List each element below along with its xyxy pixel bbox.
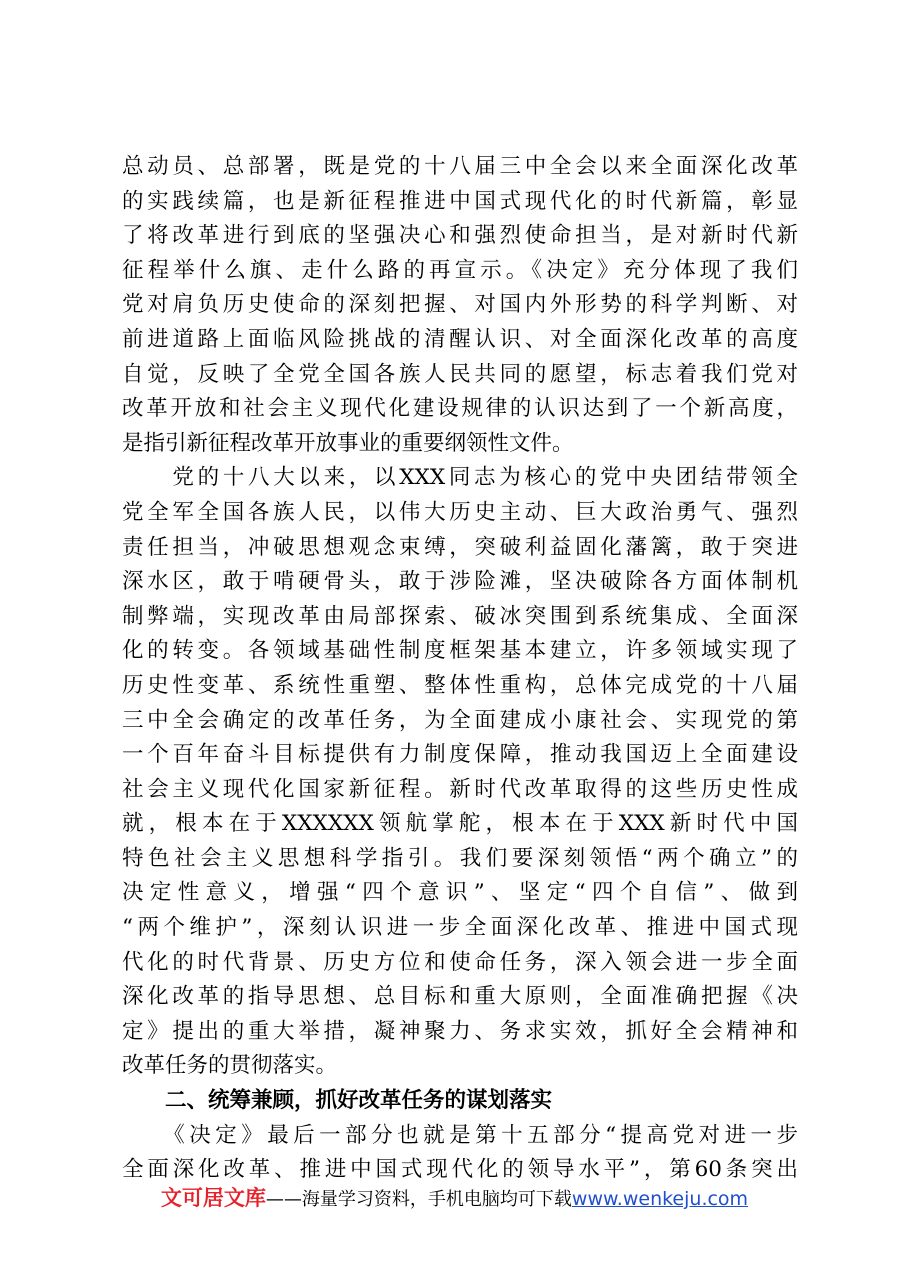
text-line: 社会主义现代化国家新征程。新时代改革取得的这些历史性成 <box>122 776 798 802</box>
text-line: “两个维护”，深刻认识进一步全面深化改革、推进中国式现 <box>122 915 798 941</box>
text-line: 代化的时代背景、历史方位和使命任务，深入领会进一步全面 <box>122 949 798 975</box>
text-line: 全面深化改革、推进中国式现代化的领导水平”，第60条突出 <box>122 1157 798 1183</box>
text-line: 三中全会确定的改革任务，为全面建成小康社会、实现党的第 <box>122 707 798 733</box>
text-line: 总动员、总部署，既是党的十八届三中全会以来全面深化改革 <box>122 154 798 179</box>
text-line: 历史性变革、系统性重塑、整体性重构，总体完成党的十八届 <box>122 672 798 698</box>
text-line: 深水区，敢于啃硬骨头，敢于涉险滩，坚决破除各方面体制机 <box>122 569 798 595</box>
text-line: 改革开放和社会主义现代化建设规律的认识达到了一个新高度， <box>122 396 798 422</box>
text-line: 前进道路上面临风险挑战的清醒认识、对全面深化改革的高度 <box>122 326 798 352</box>
footer-brand: 文可居文库 <box>160 1186 266 1210</box>
text-line: 是指引新征程改革开放事业的重要纲领性文件。 <box>122 430 574 456</box>
footer-site-link[interactable]: www.wenkeju.com <box>571 1188 749 1210</box>
text-line: 改革任务的贯彻落实。 <box>122 1053 338 1079</box>
section-heading: 二、统筹兼顾，抓好改革任务的谋划落实 <box>122 1088 553 1114</box>
text-line: 定》提出的重大举措，凝神聚力、务求实效，抓好全会精神和 <box>122 1018 798 1044</box>
text-line: 了将改革进行到底的坚强决心和强烈使命担当，是对新时代新 <box>122 223 798 249</box>
text-line: 征程举什么旗、走什么路的再宣示。《决定》充分体现了我们 <box>122 257 798 283</box>
text-line: 党全军全国各族人民，以伟大历史主动、巨大政治勇气、强烈 <box>122 499 798 525</box>
text-line: 制弊端，实现改革由局部探索、破冰突围到系统集成、全面深 <box>122 603 798 629</box>
text-line: 责任担当，冲破思想观念束缚，突破利益固化藩篱，敢于突进 <box>122 534 798 560</box>
text-line: 决定性意义，增强“四个意识”、坚定“四个自信”、做到 <box>122 880 798 906</box>
footer-banner <box>0 1182 909 1212</box>
text-line: 党对肩负历史使命的深刻把握、对国内外形势的科学判断、对 <box>122 292 798 318</box>
text-line: 特色社会主义思想科学指引。我们要深刻领悟“两个确立”的 <box>122 845 798 871</box>
text-line: 化的转变。各领域基础性制度框架基本建立，许多领域实现了 <box>122 638 798 664</box>
text-line: 的实践续篇，也是新征程推进中国式现代化的时代新篇，彰显 <box>122 188 798 214</box>
document-body <box>122 150 798 1188</box>
text-line: 就，根本在于XXXXXX领航掌舵，根本在于XXX新时代中国 <box>122 811 798 837</box>
text-line: 深化改革的指导思想、总目标和重大原则，全面准确把握《决 <box>122 984 798 1010</box>
text-line: 《决定》最后一部分也就是第十五部分“提高党对进一步 <box>122 1122 798 1148</box>
text-line: 一个百年奋斗目标提供有力制度保障，推动我国迈上全面建设 <box>122 742 798 768</box>
footer-tagline: ——海量学习资料，手机电脑均可下载 <box>265 1189 572 1210</box>
text-line: 党的十八大以来，以XXX同志为核心的党中央团结带领全 <box>122 465 798 491</box>
text-line: 自觉，反映了全党全国各族人民共同的愿望，标志着我们党对 <box>122 361 798 387</box>
